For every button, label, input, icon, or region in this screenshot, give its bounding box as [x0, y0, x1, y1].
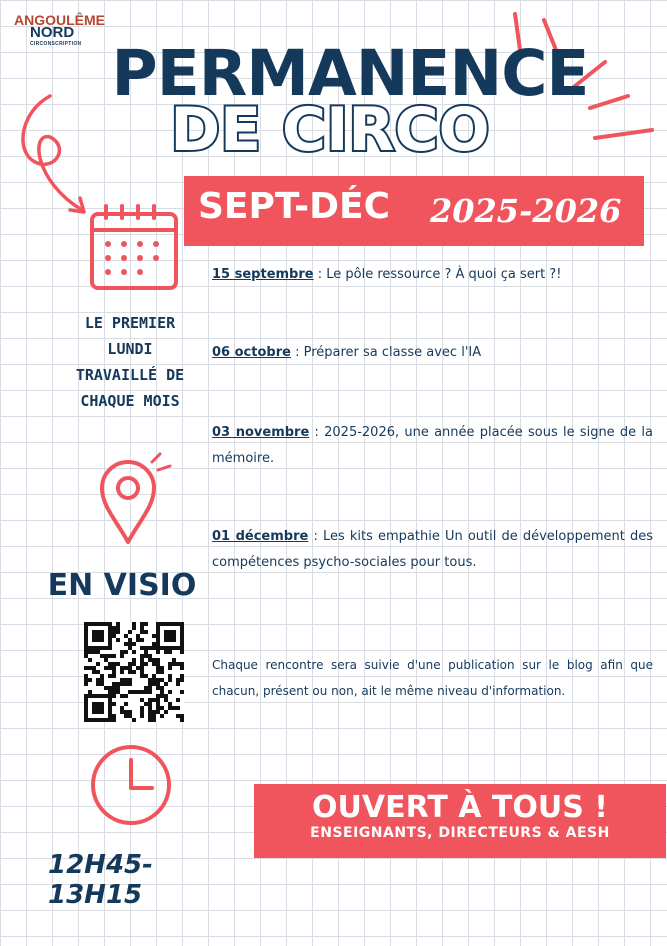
logo-line3: CIRCONSCRIPTION — [30, 41, 82, 47]
time-label: 12H45- 13H15 — [48, 850, 153, 910]
session-2 — [212, 340, 653, 366]
title-de-circo: DE CIRCO — [170, 95, 490, 165]
open-subtitle: ENSEIGNANTS, DIRECTEURS & AESH — [310, 825, 610, 841]
period-label: SEPT-DÉC — [198, 186, 391, 227]
publication-note: Chaque rencontre sera suivie d'une publication sur le blog afin que chacun, présent ou non, ait le même niveau d'information. — [212, 658, 653, 698]
mode-label: EN VISIO — [47, 568, 197, 603]
clock-icon — [86, 740, 176, 830]
open-title: OUVERT À TOUS ! — [312, 790, 608, 825]
title-permanence: PERMANENCE — [111, 37, 589, 110]
logo-line2: NORD — [30, 24, 75, 41]
date-banner — [184, 176, 644, 246]
session-topic: : 2025-2026, une année placée sous le signe de la mémoire. — [212, 425, 653, 466]
schedule-text: LE PREMIER LUNDI TRAVAILLÉ DE CHAQUE MOIS — [75, 314, 185, 410]
session-date: 06 octobre — [212, 345, 291, 360]
session-3 — [212, 420, 653, 472]
session-date: 15 septembre — [212, 267, 314, 282]
session-topic: : Préparer sa classe avec l'IA — [290, 345, 482, 360]
calendar-icon — [86, 200, 182, 292]
year-label: 2025-2026 — [430, 192, 622, 230]
open-to-all-banner — [254, 784, 666, 858]
location-pin-icon — [96, 450, 176, 550]
session-date: 01 décembre — [212, 529, 309, 544]
session-1 — [212, 262, 653, 288]
session-date: 03 novembre — [212, 425, 310, 440]
session-topic: : Le pôle ressource ? À quoi ça sert ?! — [313, 267, 562, 282]
session-topic: : Les kits empathie Un outil de développement des compétences psycho-sociales pour tous. — [212, 529, 653, 570]
logo-line1: ANGOULÊME — [14, 12, 105, 28]
session-4 — [212, 524, 653, 576]
qr-code[interactable] — [84, 622, 184, 722]
